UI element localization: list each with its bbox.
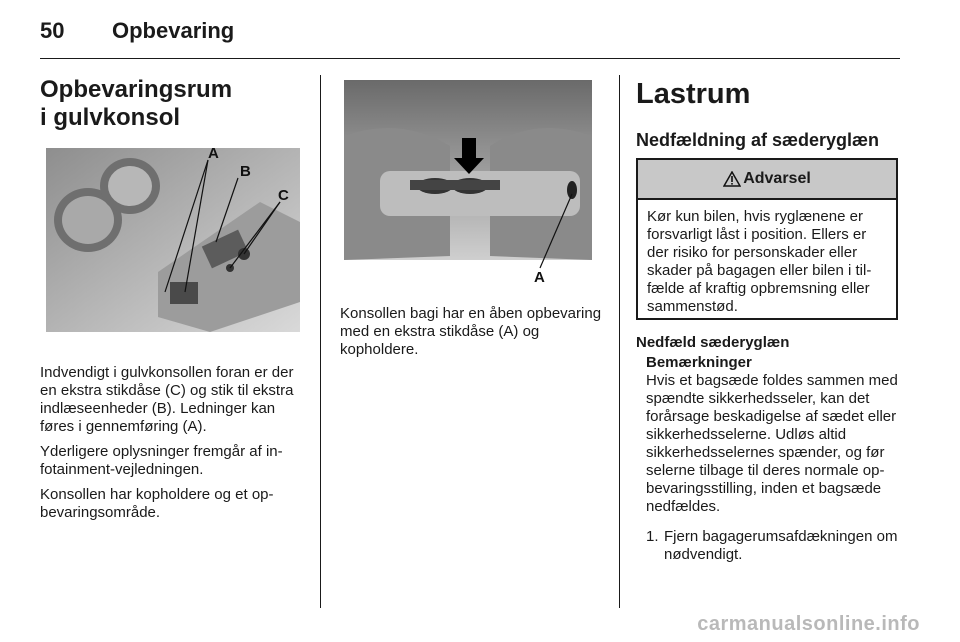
subheading-fold-seatback: Nedfældning af sæderyglæn xyxy=(636,130,880,150)
warning-title: Advarsel xyxy=(743,170,811,187)
section-heading-cargo: Lastrum xyxy=(636,78,751,110)
figure-label-a: A xyxy=(208,145,219,162)
watermark: carmanualsonline.info xyxy=(697,613,920,635)
header-rule xyxy=(40,58,900,59)
figure-label-b: B xyxy=(240,163,251,180)
page-number: 50 xyxy=(40,18,65,43)
step-list xyxy=(646,528,902,564)
procedure-title: Nedfæld sæderyglæn xyxy=(636,334,790,351)
warning-box xyxy=(636,158,898,320)
figure-label-c: C xyxy=(278,187,289,204)
rear-console-caption: Konsollen bagi har en åben opbevaring med en ekstra stikdåse (A) og kopholdere. xyxy=(340,305,602,358)
warning-text: Kør kun bilen, hvis ryglænene er forsvarligt låst i position. Ellers er der risiko for personskader eller skader på bagagen eller bilen i tilfælde af kraftig opbremsning eller sammenstød. xyxy=(647,208,872,315)
note-block xyxy=(646,354,902,516)
column-divider-1 xyxy=(320,75,321,608)
section-heading-floor-console: Opbevaringsrum i gulvkonsol xyxy=(40,76,233,131)
step-text: Fjern bagagerumsafdækningen om nødvendigt. xyxy=(664,528,898,563)
floor-console-figure xyxy=(40,142,306,334)
figure-label-a: A xyxy=(534,269,545,286)
list-item xyxy=(646,528,902,564)
paragraph: Konsollen har kopholdere og et opbevaringsområde. xyxy=(40,486,274,521)
rear-console-figure xyxy=(340,76,596,286)
warning-header xyxy=(638,160,896,200)
floor-console-text xyxy=(40,364,306,529)
step-number: 1. xyxy=(646,528,659,545)
column-divider-2 xyxy=(619,75,620,608)
note-title: Bemærkninger xyxy=(646,354,752,371)
chapter-title: Opbevaring xyxy=(112,18,235,43)
paragraph: Yderligere oplysninger fremgår af infotainment-vejledningen. xyxy=(40,443,283,478)
note-text: Hvis et bagsæde foldes sammen med spændte sikkerhedsseler, kan det forårsage beskadigelse af sædet eller sikkerhedsselerne. Udløs altid sikkerhedsselernes spænder, og før selerne tilbage til deres normale opbevaringsstilling, inden et bagsæde nedfældes. xyxy=(646,372,898,515)
warning-triangle-icon xyxy=(723,171,741,187)
paragraph: Indvendigt i gulvkonsollen foran er der en ekstra stikdåse (C) og stik til ekstra indlæseenheder (B). Ledninger kan føres i gennemføring (A). xyxy=(40,364,294,435)
